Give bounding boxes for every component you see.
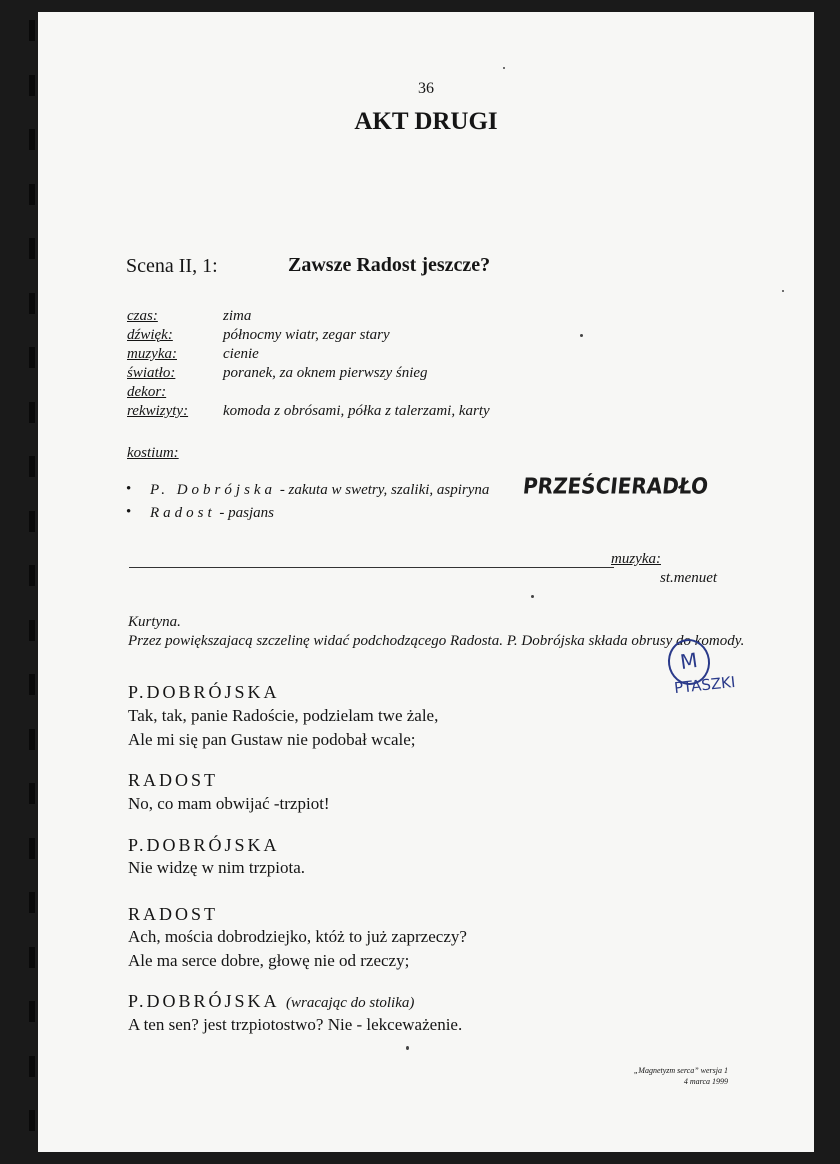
costume-description: - zakuta w swetry, szaliki, aspiryna <box>276 482 490 498</box>
document-page <box>38 12 814 1152</box>
binder-hole <box>29 892 35 913</box>
dialogue-line: Ach, mościa dobrodziejko, któż to już zaprzeczy? <box>128 927 467 946</box>
stage-direction <box>128 613 748 651</box>
dialogue-line: No, co mam obwijać -trzpiot! <box>128 794 330 813</box>
binder-hole <box>29 674 35 695</box>
binder-hole <box>29 20 35 41</box>
costume-character: Radost <box>150 505 216 521</box>
music-cue-label: muzyka: <box>611 551 661 567</box>
stage-direction-line: Przez powiększajacą szczelinę widać podchodzącego Radosta. P. Dobrójska składa obrusy do komody. <box>128 633 745 649</box>
speaker-name: P.DOBRÓJSKA <box>128 682 280 702</box>
paper-speck <box>580 334 583 337</box>
divider-line <box>129 567 614 568</box>
stage-direction-line: Kurtyna. <box>128 614 181 630</box>
binder-hole <box>29 511 35 532</box>
dialogue-line: Ale mi się pan Gustaw nie podobał wcale; <box>128 730 416 749</box>
binder-hole <box>29 1056 35 1077</box>
speaker-name: RADOST <box>128 770 219 790</box>
paper-speck <box>406 1046 409 1050</box>
act-title: AKT DRUGI <box>354 108 498 135</box>
paper-speck <box>531 595 534 598</box>
costume-item <box>126 505 489 528</box>
meta-value-swiatlo: poranek, za oknem pierwszy śnieg <box>223 365 428 381</box>
binder-hole <box>29 1001 35 1022</box>
binder-hole <box>29 238 35 259</box>
meta-key-dekor: dekor: <box>127 384 167 400</box>
scene-label: Scena II, 1: <box>126 255 218 277</box>
binder-hole <box>29 75 35 96</box>
binder-hole <box>29 1110 35 1131</box>
costume-character: P. Dobrójska <box>150 482 277 498</box>
dialogue-line: Tak, tak, panie Radoście, podzielam twe żale, <box>128 706 439 725</box>
binder-hole <box>29 838 35 859</box>
page-number: 36 <box>418 80 434 97</box>
paper-speck <box>503 67 505 69</box>
meta-value-czas: zima <box>223 308 252 324</box>
footer-line: „Magnetyzm serca” wersja 1 <box>633 1066 728 1075</box>
binder-hole <box>29 184 35 205</box>
dialogue-line: Nie widzę w nim trzpiota. <box>128 858 306 877</box>
scene-title: Zawsze Radost jeszcze? <box>288 254 491 276</box>
speaker-name-text: P.DOBRÓJSKA <box>128 991 279 1011</box>
binder-hole <box>29 783 35 804</box>
meta-key-dzwiek: dźwięk: <box>127 327 173 343</box>
binder-hole <box>29 456 35 477</box>
costume-description: - pasjans <box>215 505 275 521</box>
handwritten-prop-note: PRZEŚCIERADŁO <box>521 472 710 500</box>
meta-value-dzwiek: północmy wiatr, zegar stary <box>223 327 390 343</box>
costume-label: kostium: <box>127 445 179 461</box>
binder-hole <box>29 402 35 423</box>
meta-value-muzyka: cienie <box>223 346 259 362</box>
binder-hole <box>29 565 35 586</box>
meta-value-rekwizyty: komoda z obrósami, półka z talerzami, karty <box>223 403 490 419</box>
costume-list <box>126 482 489 528</box>
binder-hole <box>29 293 35 314</box>
binder-hole <box>29 620 35 641</box>
binder-hole <box>29 129 35 150</box>
speaker-name <box>128 991 414 1012</box>
handwritten-circled-mark: M <box>665 636 713 687</box>
meta-key-czas: czas: <box>127 308 158 324</box>
handwritten-side-note: PTASZKI <box>673 672 737 698</box>
footer-line: 4 marca 1999 <box>683 1077 728 1086</box>
page-footer <box>598 1065 728 1087</box>
binder-hole <box>29 729 35 750</box>
speaker-name: P.DOBRÓJSKA <box>128 835 280 855</box>
speaker-direction: (wracając do stolika) <box>286 995 415 1011</box>
binder-hole <box>29 947 35 968</box>
meta-key-muzyka: muzyka: <box>127 346 177 362</box>
meta-key-swiatlo: światło: <box>127 365 176 381</box>
paper-speck <box>782 290 784 292</box>
costume-item <box>126 482 489 505</box>
meta-key-rekwizyty: rekwizyty: <box>127 403 189 419</box>
binder-hole <box>29 347 35 368</box>
dialogue-line: Ale ma serce dobre, głowę nie od rzeczy; <box>128 951 410 970</box>
speaker-name: RADOST <box>128 904 219 924</box>
music-cue-value: st.menuet <box>660 570 718 586</box>
dialogue-line: A ten sen? jest trzpiotostwo? Nie - lekceważenie. <box>128 1015 463 1034</box>
